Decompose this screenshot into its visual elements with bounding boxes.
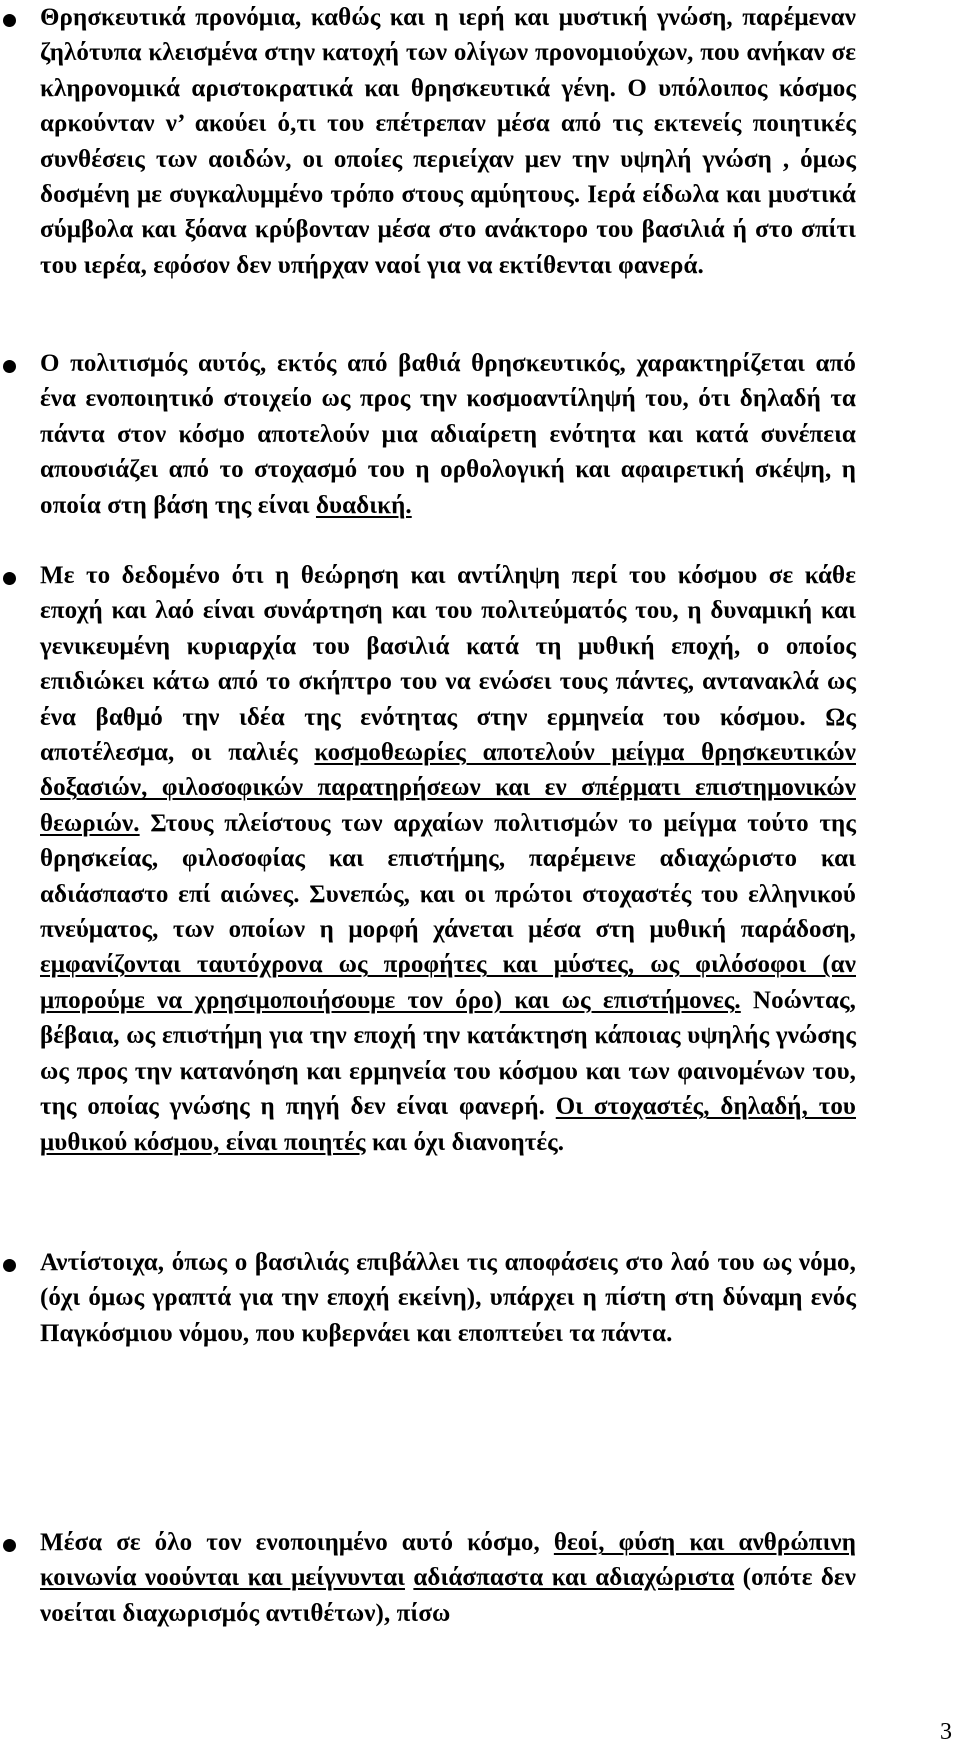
text-run: Ο πολιτισμός αυτός, εκτός από βαθιά θρησκευτικός, χαρακτηρίζεται από ένα ενοποιητικό στοιχείο ως προς την κοσμοαντίληψή του, ότι δηλαδή τα πάντα στον κόσμο αποτελούν μια αδιαίρετη ενότητα και κατά συνέπεια απουσιάζει από το στοχασμό του η ορθολογική και αφαιρετική σκέψη, η οποία στη βάση της είναι [40,350,856,519]
list-item [0,346,960,523]
list-item [0,0,960,283]
list-item [0,558,960,1160]
list-item [0,1245,960,1351]
underlined-text: δυαδική. [315,491,412,519]
underlined-text: εμφανίζονται ταυτόχρονα ως προφήτες και μύστες, ως φιλόσοφοι (αν μπορούμε να χρησιμοποιήσουμε τον όρο) και ως επιστήμονες. [40,951,856,1014]
paragraph [40,346,856,523]
underlined-text: αδιάσπαστα και αδιαχώριστα [413,1564,735,1592]
underlined-text: Οι στοχαστές, δηλαδή, του μυθικού κόσμου, είναι ποιητές [40,1093,856,1156]
list-item [0,1525,960,1631]
bullet-icon [3,1539,16,1552]
bullet-icon [3,14,16,27]
bullet-icon [3,572,16,585]
page-number: 3 [940,1719,952,1745]
paragraph [40,558,856,1160]
bullet-icon [3,360,16,373]
paragraph [40,1245,856,1351]
text-run: Μέσα σε όλο τον ενοποιημένο αυτό κόσμο, [40,1529,554,1556]
text-run: (οπότε δεν νοείται διαχωρισμός αντιθέτων), πίσω [40,1564,856,1627]
underlined-text: κοσμοθεωρίες αποτελούν μείγμα θρησκευτικών δοξασιών, φιλοσοφικών παρατηρήσεων και εν σπέρματι επιστημονικών θεωριών. [40,739,856,837]
text-run: και όχι διανοητές. [365,1128,565,1156]
text-run: Με το δεδομένο ότι η θεώρηση και αντίληψη περί του κόσμου σε κάθε εποχή και λαό είναι συνάρτηση και του πολιτεύματός του, η δυναμική και γενικευμένη κυριαρχία του βασιλιά κατά τη μυθική εποχή, ο οποίος επιδιώκει κάτω από το σκήπτρο του να ενώσει τους πάντες, αντανακλά ως ένα βαθμό την ιδέα της ενότητας στην ερμηνεία του κόσμου. Ως αποτέλεσμα, οι παλιές [40,562,856,767]
bullet-icon [3,1259,16,1272]
text-run: Νοώντας, βέβαια, ως επιστήμη για την εποχή την κατάκτηση κάποιας υψηλής γνώσης ως προς την κατανόηση και ερμηνεία του κόσμου και των φαινομένων του, της οποίας γνώσης η πηγή δεν είναι φανερή. [40,986,856,1121]
text-run: Αντίστοιχα, όπως ο βασιλιάς επιβάλλει τις αποφάσεις στο λαό του ως νόμο, (όχι όμως γραπτά για την εποχή εκείνη), υπάρχει η πίστη στη δύναμη ενός Παγκόσμιου νόμου, που κυβερνάει και εποπτεύει τα πάντα. [40,1249,856,1347]
text-run: Θρησκευτικά προνόμια, καθώς και η ιερή και μυστική γνώση, παρέμεναν ζηλότυπα κλεισμένα στην κατοχή των ολίγων προνομιούχων, που ανήκαν σε κληρονομικά αριστοκρατικά και θρησκευτικά γένη. Ο υπόλοιπος κόσμος αρκούνταν ν’ ακούει ό,τι του επέτρεπαν μέσα από τις εκτενείς ποιητικές συνθέσεις των αοιδών, οι οποίες περιείχαν μεν την υψηλή γνώση , όμως δοσμένη με συγκαλυμμένο τρόπο στους αμύητους. Ιερά είδωλα και μυστικά σύμβολα και ξόανα κρύβονταν μέσα στο ανάκτορο του βασιλιά ή στο σπίτι του ιερέα, εφόσον δεν υπήρχαν ναοί για να εκτίθενται φανερά. [40,4,856,279]
paragraph [40,1525,856,1631]
underlined-text: θεοί, φύση και ανθρώπινη κοινωνία νοούνται και μείγνυνται [40,1529,856,1592]
text-run: Στους πλείστους των αρχαίων πολιτισμών το μείγμα τούτο της θρησκείας, φιλοσοφίας και επιστήμης, παρέμεινε αδιαχώριστο και αδιάσπαστο επί αιώνες. Συνεπώς, και οι πρώτοι στοχαστές του ελληνικού πνεύματος, των οποίων η μορφή χάνεται μέσα στη μυθική παράδοση, [40,809,856,944]
paragraph [40,0,856,283]
